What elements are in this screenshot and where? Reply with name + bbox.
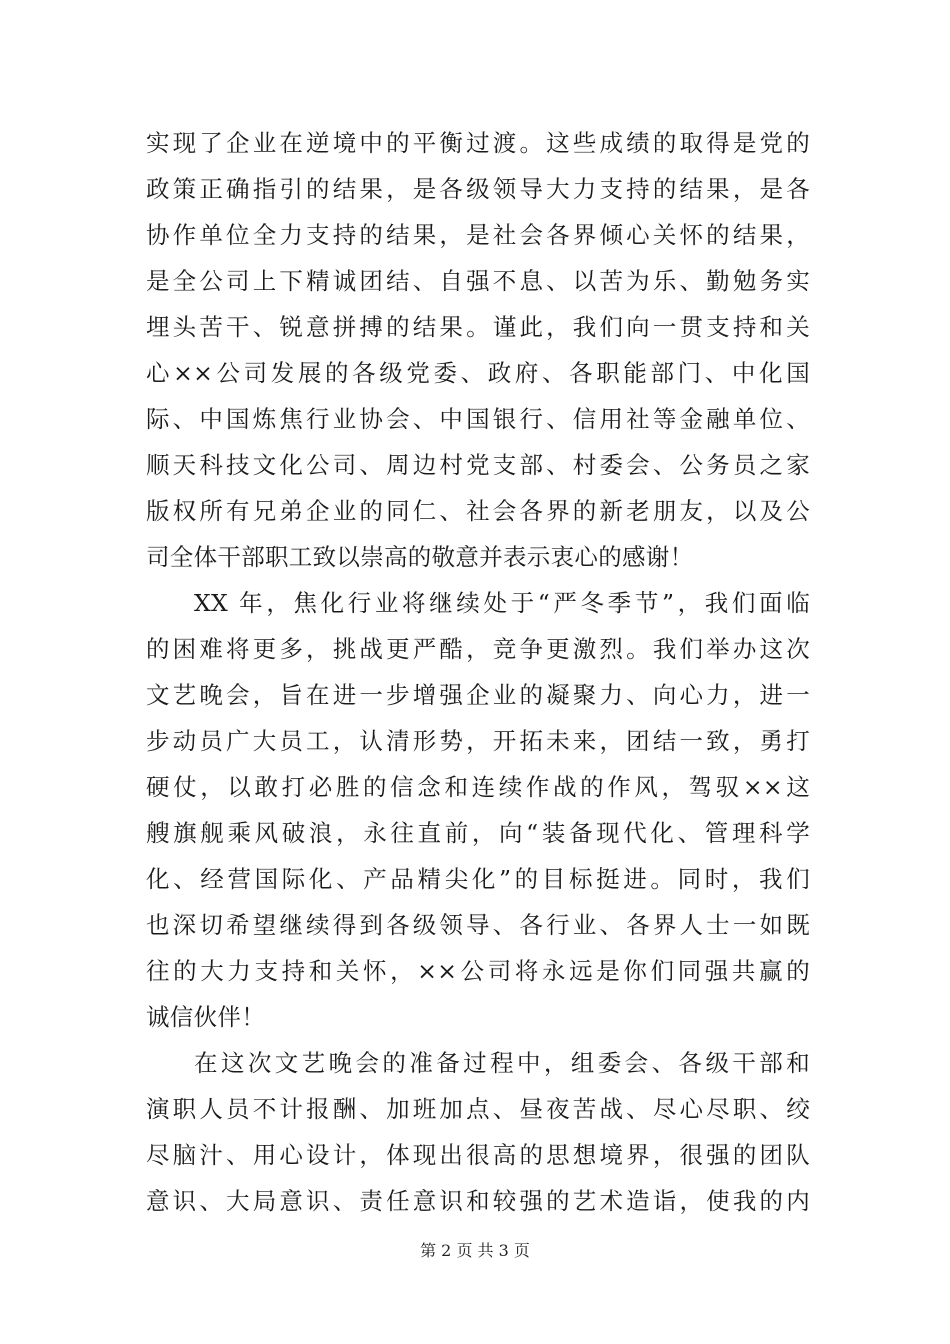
text-line: XX 年，焦化行业将继续处于“严冬季节”，我们面临 bbox=[194, 589, 810, 617]
text-line: 文艺晚会，旨在进一步增强企业的凝聚力、向心力，进一 bbox=[146, 681, 810, 709]
text-line: 心××公司发展的各级党委、政府、各职能部门、中化国 bbox=[146, 359, 810, 387]
text-line: 政策正确指引的结果，是各级领导大力支持的结果，是各 bbox=[146, 175, 810, 203]
text-line: 埋头苦干、锐意拼搏的结果。谨此，我们向一贯支持和关 bbox=[146, 313, 810, 341]
text-line: 司全体干部职工致以崇高的敬意并表示衷心的感谢！ bbox=[146, 543, 694, 571]
text-line: 是全公司上下精诚团结、自强不息、以苦为乐、勤勉务实 bbox=[146, 267, 810, 295]
text-line: 步动员广大员工，认清形势，开拓未来，团结一致，勇打 bbox=[146, 727, 810, 755]
text-line: 硬仗，以敢打必胜的信念和连续作战的作风，驾驭××这 bbox=[146, 773, 810, 801]
text-line: 往的大力支持和关怀，××公司将永远是你们同强共赢的 bbox=[146, 957, 810, 985]
text-line: 的困难将更多，挑战更严酷，竞争更激烈。我们举办这次 bbox=[146, 635, 810, 663]
text-line: 实现了企业在逆境中的平衡过渡。这些成绩的取得是党的 bbox=[146, 129, 810, 157]
text-line: 化、经营国际化、产品精尖化”的目标挺进。同时，我们 bbox=[146, 865, 810, 893]
text-line: 顺天科技文化公司、周边村党支部、村委会、公务员之家 bbox=[146, 451, 810, 479]
text-line: 也深切希望继续得到各级领导、各行业、各界人士一如既 bbox=[146, 911, 810, 939]
text-line: 意识、大局意识、责任意识和较强的艺术造诣，使我的内 bbox=[146, 1187, 810, 1215]
text-line: 际、中国炼焦行业协会、中国银行、信用社等金融单位、 bbox=[146, 405, 810, 433]
paragraph bbox=[146, 1040, 810, 1224]
paragraph bbox=[146, 120, 810, 580]
text-line: 演职人员不计报酬、加班加点、昼夜苦战、尽心尽职、绞 bbox=[146, 1095, 810, 1123]
text-line: 协作单位全力支持的结果，是社会各界倾心关怀的结果， bbox=[146, 221, 810, 249]
text-line: 诚信伙伴！ bbox=[146, 1003, 265, 1031]
page-footer: 第 2 页 共 3 页 bbox=[420, 1241, 530, 1260]
paragraph bbox=[146, 580, 810, 1040]
text-line: 尽脑汁、用心设计，体现出很高的思想境界，很强的团队 bbox=[146, 1141, 810, 1169]
body-text bbox=[146, 120, 810, 1224]
text-line: 版权所有兄弟企业的同仁、社会各界的新老朋友，以及公 bbox=[146, 497, 810, 525]
text-line: 在这次文艺晚会的准备过程中，组委会、各级干部和 bbox=[194, 1049, 810, 1077]
text-line: 艘旗舰乘风破浪，永往直前，向“装备现代化、管理科学 bbox=[146, 819, 810, 847]
